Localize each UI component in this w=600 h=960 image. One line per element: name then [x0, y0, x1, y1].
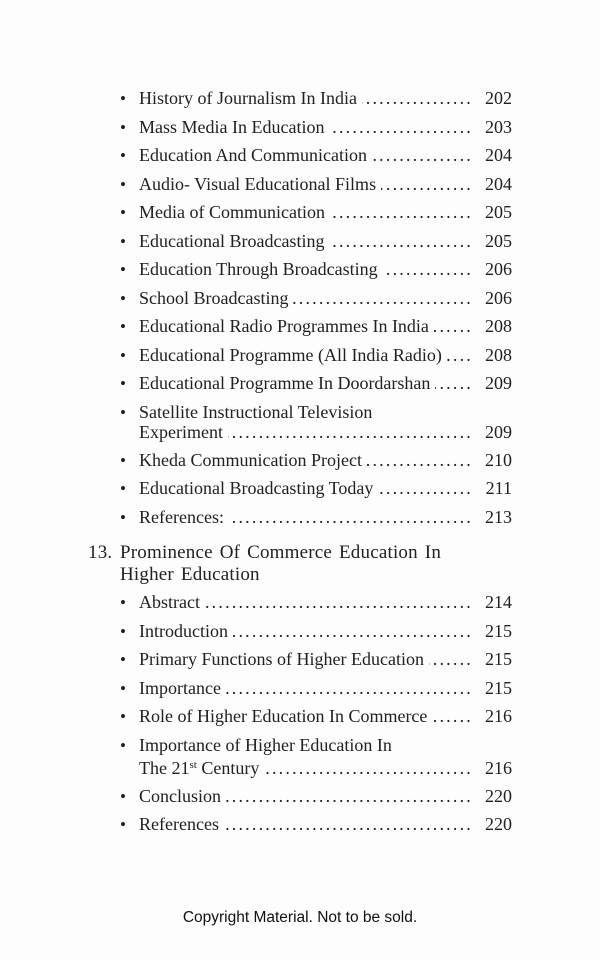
copyright-notice: Copyright Material. Not to be sold. [182, 909, 418, 926]
toc-entry [120, 678, 512, 700]
bullet-icon: • [120, 507, 126, 527]
toc-entry [120, 202, 512, 224]
toc-entry [120, 231, 512, 253]
toc-entry-page: 211 [485, 478, 512, 498]
toc-entry-title: Educational Broadcasting Today [139, 478, 374, 498]
dot-leader [435, 373, 473, 394]
bullet-icon: • [120, 146, 126, 165]
bullet-icon: • [120, 678, 126, 698]
toc-entry [120, 373, 512, 395]
toc-entry-page: 208 [485, 344, 512, 365]
bullet-icon: • [120, 786, 126, 806]
toc-entry-page: 215 [485, 649, 512, 669]
toc-entry-title: Satellite Instructional Television [139, 401, 373, 422]
dot-leader [329, 117, 473, 138]
toc-entry-title: References [139, 814, 219, 834]
bullet-icon: • [120, 317, 126, 336]
bullet-icon: • [120, 288, 126, 308]
dot-leader [432, 706, 473, 727]
toc-entry-page: 220 [485, 785, 512, 806]
toc-entry [120, 345, 512, 367]
toc-entry-page: 204 [485, 145, 512, 165]
bullet-icon: • [120, 593, 126, 612]
bullet-icon: • [120, 402, 126, 422]
toc-entry [120, 88, 512, 110]
toc-entry-title: Educational Programme In Doordarshan [139, 373, 431, 393]
toc-entry [120, 316, 512, 338]
bullet-icon: • [120, 735, 126, 755]
bullet-icon: • [120, 89, 126, 108]
toc-entry-page: 220 [485, 814, 512, 834]
bullet-icon: • [120, 174, 126, 194]
toc-entry [120, 621, 512, 643]
toc-entry-page: 210 [485, 449, 512, 470]
bullet-icon: • [120, 621, 126, 641]
title-line2-prefix: The 21 [139, 758, 190, 778]
toc-entry-title-line2: Experiment [139, 422, 223, 442]
toc-entry-title: Introduction [139, 620, 228, 641]
toc-entry [120, 592, 512, 614]
dot-leader [226, 678, 473, 699]
toc-entry [120, 174, 512, 196]
toc-entry [120, 735, 512, 779]
dot-leader [293, 288, 473, 309]
toc-entry [120, 145, 512, 167]
toc-entry-title: Educational Broadcasting [139, 230, 325, 251]
toc-entry-page: 216 [485, 758, 512, 778]
ordinal-superscript: st [189, 759, 197, 771]
toc-entry-page: 208 [485, 316, 512, 336]
dot-leader [378, 478, 473, 499]
toc-entry [120, 507, 512, 529]
toc-entry [120, 814, 512, 836]
bullet-icon: • [120, 260, 126, 279]
toc-entry-title: Audio- Visual Educational Films [139, 173, 377, 194]
toc-entry-title: Educational Programme (All India Radio) [139, 344, 442, 365]
chapter-heading [88, 542, 512, 586]
toc-entry-page: 203 [485, 116, 512, 137]
bullet-icon: • [120, 479, 126, 498]
bullet-icon: • [120, 650, 126, 669]
toc-entry-title: Conclusion [139, 785, 222, 806]
toc-entry-page: 205 [485, 202, 512, 222]
dot-leader [226, 786, 473, 807]
toc-entry-page: 216 [485, 706, 512, 726]
toc-entry-title: History of Journalism In India [139, 88, 357, 108]
toc-entry-title: Educational Radio Programmes In India [139, 316, 429, 336]
toc-entry [120, 478, 512, 500]
toc-entry [120, 402, 512, 443]
toc-entry [120, 117, 512, 139]
toc-entry [120, 450, 512, 472]
toc-entry-title: Education And Communication [139, 145, 367, 165]
bullet-icon: • [120, 345, 126, 365]
toc-entry [120, 706, 512, 728]
bullet-icon: • [120, 707, 126, 726]
dot-leader [362, 88, 473, 109]
toc-entry-title: References: [139, 506, 224, 527]
chapter-title-line1: Prominence Of Commerce Education In [120, 542, 442, 563]
toc-entry [120, 786, 512, 808]
title-line2-suffix: Century [196, 758, 260, 778]
bullet-icon: • [120, 374, 126, 393]
chapter-title [120, 542, 441, 586]
toc-entry-title: Education Through Broadcasting [139, 259, 378, 279]
dot-leader [383, 259, 473, 280]
toc-entry-title: Kheda Communication Project [139, 449, 362, 470]
toc-entry [120, 288, 512, 310]
toc-entry-page: 215 [485, 620, 512, 641]
dot-leader [229, 507, 473, 528]
dot-leader [381, 174, 473, 195]
bullet-icon: • [120, 450, 126, 470]
table-of-contents [0, 88, 600, 843]
bullet-icon: • [120, 117, 126, 137]
toc-entry-title: School Broadcasting [139, 287, 289, 308]
dot-leader [264, 758, 473, 779]
toc-entry-title: Importance [139, 677, 221, 698]
toc-entry-page: 202 [485, 88, 512, 108]
dot-leader [372, 145, 473, 166]
dot-leader [434, 316, 473, 337]
dot-leader [228, 422, 473, 443]
chapter-number: 13. [88, 542, 113, 563]
toc-entry-page: 209 [485, 422, 512, 442]
toc-entry [120, 649, 512, 671]
bullet-icon: • [120, 203, 126, 222]
dot-leader [429, 649, 473, 670]
bullet-icon: • [120, 815, 126, 834]
toc-entry-title: Role of Higher Education In Commerce [139, 706, 428, 726]
toc-entry-page: 213 [485, 506, 512, 527]
toc-entry-title: Media of Communication [139, 202, 325, 222]
toc-entry-page: 205 [485, 230, 512, 251]
toc-entry-title: Importance of Higher Education In [139, 734, 392, 755]
dot-leader [205, 592, 473, 613]
dot-leader [233, 621, 473, 642]
toc-entry-page: 204 [485, 173, 512, 194]
toc-entry-title: Abstract [139, 592, 200, 612]
toc-entry-title-line2 [139, 755, 259, 779]
toc-entry-title: Primary Functions of Higher Education [139, 649, 424, 669]
toc-entry-page: 206 [485, 287, 512, 308]
dot-leader [329, 231, 473, 252]
chapter-title-line2: Higher Education [120, 564, 260, 585]
toc-entry [120, 259, 512, 281]
dot-leader [224, 814, 473, 835]
dot-leader [447, 345, 473, 366]
toc-entry-page: 214 [485, 592, 512, 612]
toc-entry-title: Mass Media In Education [139, 116, 325, 137]
dot-leader [330, 202, 473, 223]
bullet-icon: • [120, 231, 126, 251]
toc-entry-page: 215 [485, 677, 512, 698]
dot-leader [367, 450, 473, 471]
toc-entry-page: 206 [485, 259, 512, 279]
toc-entry-page: 209 [485, 373, 512, 393]
